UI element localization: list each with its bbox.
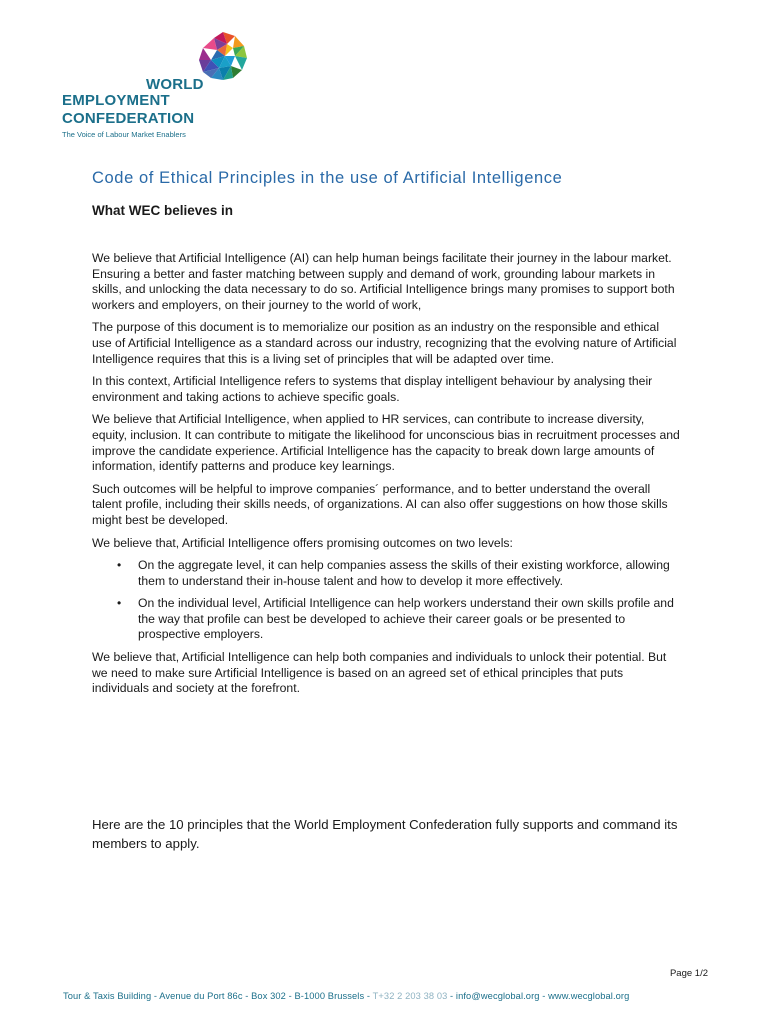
document-body	[92, 251, 682, 704]
paragraph: The purpose of this document is to memorialize our position as an industry on the responsible and ethical use of Artificial Intelligence as a standard across our industry, recognizing that the evolving nature of Artificial Intelligence requires that this is a living set of principles that will be adapted over time.	[92, 320, 677, 366]
list-item-text: On the individual level, Artificial Intelligence can help workers understand their own skills profile and the way that profile can best be developed to achieve their career goals or be presented to prospective employers.	[138, 596, 674, 642]
footer-address: Tour & Taxis Building - Avenue du Port 86c - Box 302 - B-1000 Brussels -	[63, 991, 373, 1001]
wec-logo	[62, 30, 252, 140]
bullet-icon: •	[117, 596, 122, 611]
logo-line-employment: EMPLOYMENT	[62, 92, 170, 109]
document-title: Code of Ethical Principles in the use of Artificial Intelligence	[92, 169, 563, 187]
footer	[63, 991, 723, 1001]
paragraph: We believe that, Artificial Intelligence offers promising outcomes on two levels:	[92, 535, 513, 550]
list-item	[92, 596, 682, 643]
paragraph: Such outcomes will be helpful to improve companies´ performance, and to better understand the overall talent profile, including their skills needs, of organizations. AI can also offer suggestions on how those skills might best be developed.	[92, 481, 668, 527]
list-item-text: On the aggregate level, it can help companies assess the skills of their existing workforce, allowing them to understand their in-house talent and how to develop it more effectively.	[138, 558, 670, 588]
paragraph: We believe that, Artificial Intelligence can help both companies and individuals to unlock their potential. But we need to make sure Artificial Intelligence is based on an agreed set of ethical principles that puts individuals and society at the forefront.	[92, 650, 667, 696]
bullet-icon: •	[117, 558, 122, 573]
paragraph: In this context, Artificial Intelligence refers to systems that display intelligent behaviour by analysing their environment and taking actions to achieve specific goals.	[92, 374, 653, 404]
paragraph: We believe that Artificial Intelligence, when applied to HR services, can contribute to increase diversity, equity, inclusion. It can contribute to mitigate the likelihood for unconscious bias in recruitment processes and improve the candidate experience. Artificial Intelligence has the capacity to break down large amounts of information, identify patterns and produce key learnings.	[92, 412, 680, 474]
logo-tagline: The Voice of Labour Market Enablers	[62, 130, 186, 139]
globe-logo-icon	[197, 30, 249, 82]
bullet-list	[92, 558, 682, 643]
page-number: Page 1/2	[669, 968, 708, 979]
paragraph: We believe that Artificial Intelligence (AI) can help human beings facilitate their journey in the labour market. Ensuring a better and faster matching between supply and demand of work, grounding labour markets in skills, and unlocking the data necessary to do so. Artificial Intelligence brings many promises to support both workers and employers, on their journey to the world of work,	[92, 251, 675, 312]
list-item	[92, 558, 682, 589]
closing-statement: Here are the 10 principles that the World Employment Confederation fully supports and command its members to apply.	[92, 817, 678, 851]
logo-line-confederation: CONFEDERATION	[62, 110, 195, 127]
document-subtitle: What WEC believes in	[92, 203, 234, 218]
logo-line-world: WORLD	[146, 76, 204, 93]
footer-phone: T+32 2 203 38 03	[372, 991, 448, 1001]
footer-contact: - info@wecglobal.org - www.wecglobal.org	[447, 991, 630, 1001]
